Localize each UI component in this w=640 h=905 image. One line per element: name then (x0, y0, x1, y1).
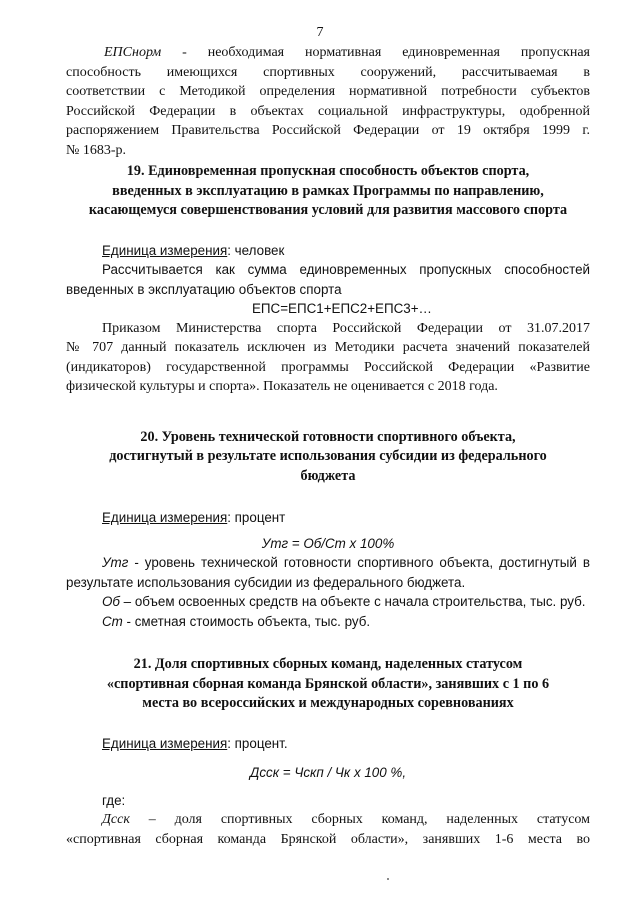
section-21-where: где: (102, 792, 126, 808)
section-21-formula: Дсск = Чскп / Чк х 100 %, (249, 765, 407, 780)
section-20-def: Об – объем освоенных средств на объекте с начала строительства, тыс. руб. (102, 594, 586, 609)
section-21-unit: Единица измерения: процент. (102, 735, 288, 751)
intro-paragraph (66, 43, 590, 160)
section-19-heading: 19. Единовременная пропускная способность объектов спорта, введенных в эксплуатацию в рамках Программы по направлению, касающемуся совершенствования условий для развития массового спорта (88, 163, 568, 218)
intro-line: распоряжением Правительства Российской Федерации от 19 октября 1999 г. (66, 123, 590, 138)
section-19-note-line: (индикаторов) государственной программы Российской Федерации «Развитие (66, 359, 590, 375)
intro-line: Российской Федерации в объектах социальной инфраструктуры, одобренной (66, 103, 590, 119)
unit-label: Единица измерения (102, 735, 228, 751)
section-21-def: «спортивная сборная команда Брянской области», занявших 1-6 места во (66, 831, 590, 847)
section-20-def: результате использования субсидии из федерального бюджета. (66, 574, 466, 590)
page-content (66, 43, 590, 849)
section-20-heading: 20. Уровень технической готовности спортивного объекта, достигнутый в результате использования субсидии из федерального бюджета (109, 428, 547, 484)
scan-speck (387, 878, 389, 880)
section-19-formula: ЕПС=ЕПС1+ЕПС2+ЕПС3+… (252, 301, 432, 316)
section-20-def: Ст - сметная стоимость объекта, тыс. руб. (102, 613, 371, 629)
section-20-formula: Утг = Об/Ст х 100% (261, 535, 395, 551)
section-19-note-line: № 707 данный показатель исключен из Методики расчета значений показателей (66, 340, 590, 355)
section-21-heading: 21. Доля спортивных сборных команд, наделенных статусом «спортивная сборная команда Брянской области», занявших с 1 по 6 места во всероссийских и международных соревнованиях (106, 656, 550, 711)
section-20-unit: Единица измерения: процент (102, 510, 286, 525)
section-19-note-line: Приказом Министерства спорта Российской Федерации от 31.07.2017 (102, 320, 590, 336)
section-19-calc-line: введенных в эксплуатацию объектов спорта (66, 281, 342, 297)
page-number: 7 (316, 25, 324, 40)
intro-line: способность имеющихся спортивных сооружений, рассчитываемая в (66, 64, 590, 80)
intro-term: ЕПСнорм (104, 45, 162, 60)
unit-label: Единица измерения (102, 242, 228, 258)
section-21-def: Дсск – доля спортивных сборных команд, наделенных статусом (102, 812, 590, 827)
unit-label: Единица измерения (102, 510, 228, 525)
intro-line: ЕПСнорм - необходимая нормативная единовременная пропускная (104, 45, 590, 60)
section-20-def: Утг - уровень технической готовности спортивного объекта, достигнутый в (102, 555, 590, 570)
intro-line: соответствии с Методикой определения нормативной потребности субъектов (66, 84, 590, 99)
section-19-note-line: физической культуры и спорта». Показатель не оценивается с 2018 года. (66, 379, 498, 394)
intro-line: № 1683-р. (66, 142, 127, 158)
section-19-unit: Единица измерения: человек (102, 242, 285, 258)
section-19-calc-line: Рассчитывается как сумма единовременных пропускных способностей (102, 262, 590, 277)
